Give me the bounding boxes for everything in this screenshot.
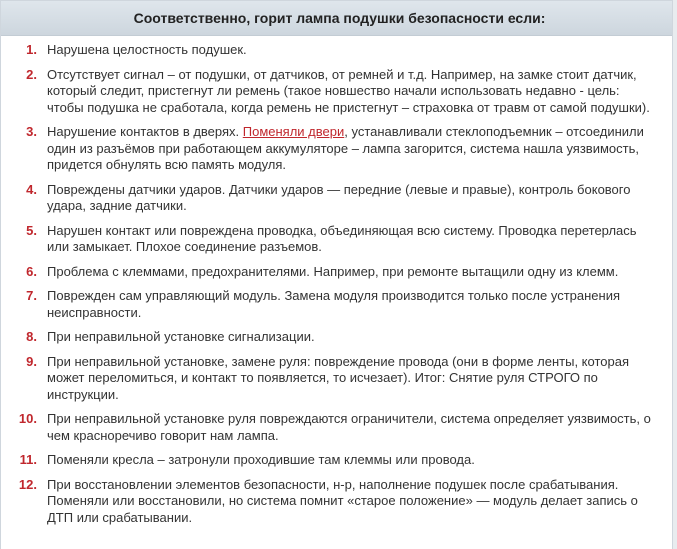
list-item bbox=[1, 411, 672, 444]
item-text: Повреждены датчики ударов. Датчики ударов — передние (левые и правые), контроль бокового удара, задние датчики. bbox=[47, 181, 631, 213]
item-number: 11. bbox=[19, 452, 37, 467]
item-text: Проблема с клеммами, предохранителями. Например, при ремонте вытащили одну из клемм. bbox=[47, 263, 619, 279]
list-item bbox=[1, 329, 672, 346]
item-number: 3. bbox=[26, 124, 37, 139]
item-number: 8. bbox=[26, 329, 37, 344]
list-item bbox=[1, 223, 672, 256]
list-header bbox=[1, 1, 672, 36]
page-right-edge bbox=[673, 0, 677, 549]
item-number: 4. bbox=[26, 181, 37, 197]
list-item bbox=[1, 354, 672, 404]
item-text: При неправильной установке руля повреждаются ограничители, система определяет уязвимость, о чем красноречиво говорит нам лампа. bbox=[47, 411, 651, 443]
item-number: 10. bbox=[18, 411, 37, 426]
item-number: 1. bbox=[26, 42, 37, 57]
item-text: Поврежден сам управляющий модуль. Замена модуля производится только после устранения неисправности. bbox=[47, 288, 621, 320]
item-text-before-link: Нарушение контактов в дверях. bbox=[47, 124, 243, 139]
list-title: Соответственно, горит лампа подушки безопасности если: bbox=[133, 10, 546, 26]
item-text: Отсутствует сигнал – от подушки, от датчиков, от ремней и т.д. Например, на замке стоит датчик, который следит, пристегнут ли ремень (такое новшество начали использовать недавно - цель: чтобы подушка не сработала, когда ремень не пристегнут – страховка от травм от самой подушки). bbox=[47, 66, 650, 115]
item-text: При восстановлении элементов безопасности, н-р, наполнение подушек после срабатывания. Поменяли или восстановили, но система помнит «старое положение» — модуль делает запись о ДТП или срабатывании. bbox=[47, 476, 638, 525]
item-number: 7. bbox=[26, 288, 37, 303]
list-item bbox=[1, 182, 672, 215]
doors-replaced-link[interactable]: Поменяли двери bbox=[242, 124, 345, 139]
item-text bbox=[47, 124, 654, 174]
item-number: 9. bbox=[26, 353, 37, 369]
item-number: 6. bbox=[26, 263, 37, 279]
list-item bbox=[1, 452, 672, 469]
item-text: Нарушен контакт или повреждена проводка, объединяющая всю систему. Проводка перетерлась или замыкает. Плохое соединение разъемов. bbox=[47, 222, 637, 254]
list-item bbox=[1, 67, 672, 117]
item-text-after-link: , устанавливали стеклоподъемник – отсоединили один из разъёмов при работающем аккумуляторе – лампа загорится, система нашла уязвимость, придется обнулять всю память модуля. bbox=[47, 124, 644, 172]
reasons-list bbox=[1, 42, 672, 534]
list-item bbox=[1, 124, 672, 174]
item-text: Нарушена целостность подушек. bbox=[47, 42, 247, 57]
item-text: При неправильной установке сигнализации. bbox=[47, 329, 315, 344]
item-text: При неправильной установке, замене руля: повреждение провода (они в форме ленты, которая может переломиться, и контакт то появляется, то исчезает). Итог: Снятие руля СТРОГО по инструкции. bbox=[47, 353, 629, 402]
list-item bbox=[1, 288, 672, 321]
list-item bbox=[1, 42, 672, 59]
item-number: 12. bbox=[18, 476, 37, 492]
item-text: Поменяли кресла – затронули проходившие там клеммы или провода. bbox=[47, 452, 475, 467]
list-item bbox=[1, 477, 672, 527]
item-number: 2. bbox=[26, 66, 37, 82]
list-item bbox=[1, 264, 672, 281]
item-number: 5. bbox=[26, 222, 37, 238]
